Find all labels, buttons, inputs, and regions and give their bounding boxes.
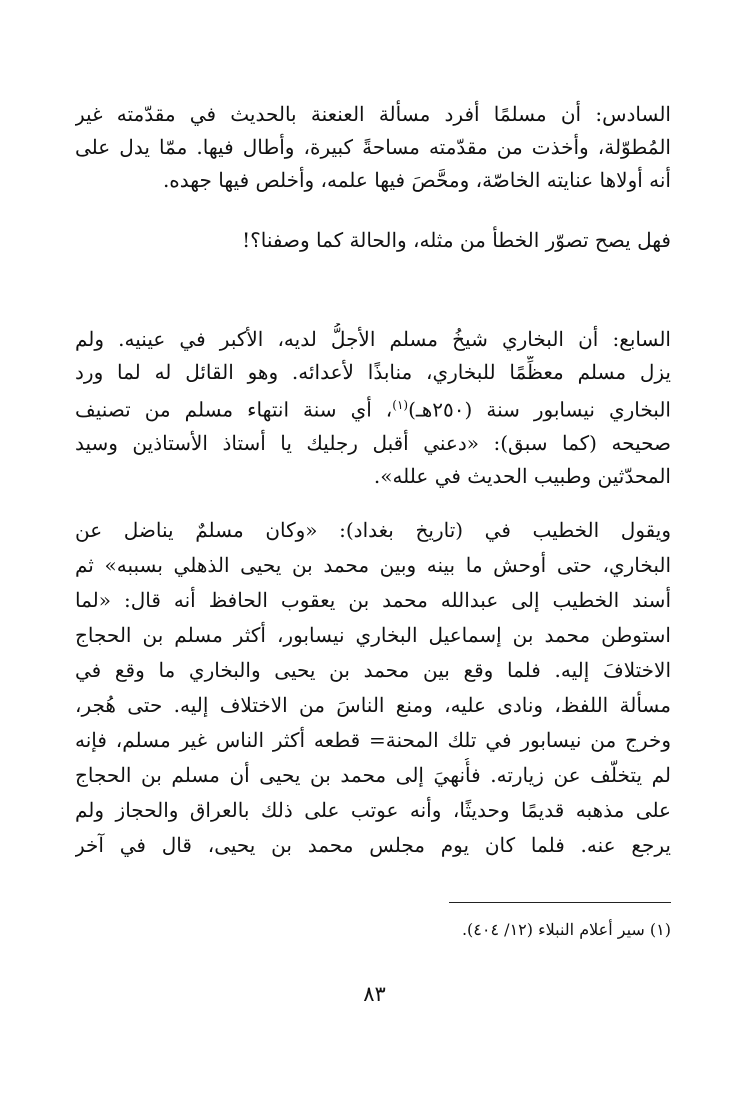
paragraph-line: أسند الخطيب إلى عبدالله محمد بن يعقوب الحافظ أنه قال: «لما — [75, 588, 671, 612]
page-number: ٨٣ — [363, 982, 386, 1006]
paragraph-line-with-footnote — [75, 389, 671, 427]
paragraph-line: وخرج من نيسابور في تلك المحنة= قطعه أكثر الناس غير مسلم، فإنه — [75, 728, 671, 752]
paragraph-line: ويقول الخطيب في (تاريخ بغداد): «وكان مسلمٌ يناضل عن — [75, 518, 671, 542]
paragraph-line: المُطوّلة، وأخذت من مقدّمته مساحةً كبيرة، وأطال فيها. ممّا يدل على — [75, 135, 671, 159]
paragraph-line: مسألة اللفظ، ونادى عليه، ومنع الناسَ من الاختلاف إليه. حتى هُجر، — [75, 693, 671, 717]
footnote — [75, 917, 671, 943]
paragraph-line: السادس: أن مسلمًا أفرد مسألة العنعنة بالحديث في مقدّمته غير — [75, 102, 671, 126]
paragraph-line: السابع: أن البخاري شيخُ مسلم الأجلُّ لديه، الأكبر في عينيه. ولم — [75, 327, 671, 351]
paragraph-line: يرجع عنه. فلما كان يوم مجلس محمد بن يحيى، قال في آخر — [75, 833, 671, 857]
paragraph-khatib — [75, 513, 671, 863]
paragraph-question — [75, 224, 671, 257]
paragraph-line: الاختلافَ إليه. فلما وقع بين محمد بن يحيى والبخاري ما وقع في — [75, 658, 671, 682]
paragraph-line: المحدّثين وطبيب الحديث في علله». — [373, 463, 671, 488]
paragraph-line: استوطن محمد بن إسماعيل البخاري نيسابور، أكثر مسلم بن الحجاج — [75, 623, 671, 647]
paragraph-line-part: البخاري نيسابور سنة (٢٥٠هـ) — [408, 397, 671, 422]
paragraph-line-part: ، أي سنة انتهاء مسلم من تصنيف — [75, 397, 393, 422]
paragraph-line: البخاري، حتى أوحش ما بينه وبين محمد بن يحيى الذهلي بسببه» ثم — [75, 553, 671, 577]
paragraph-line: أنه أولاها عنايته الخاصّة، ومحَّصَ فيها علمه، وأخلص فيها جهده. — [162, 168, 671, 192]
paragraph-line: صحيحه (كما سبق): «دعني أقبل رجليك يا أستاذ الأستاذين وسيد — [75, 430, 671, 455]
paragraph-line: يزل مسلم معظِّمًا للبخاري، منابذًا لأعدائه. وهو القائل له لما ورد — [75, 360, 671, 384]
footnote-reference[interactable]: (١) — [392, 398, 409, 412]
paragraph-line: على مذهبه قديمًا وحديثًا، وأنه عوتب على ذلك بالعراق والحجاز ولم — [75, 798, 671, 822]
footnote-divider — [449, 902, 671, 903]
footnote-marker: (١) — [649, 920, 671, 939]
paragraph-seventh — [75, 323, 671, 493]
paragraph-sixth — [75, 98, 671, 197]
paragraph-line: فهل يصح تصوّر الخطأ من مثله، والحالة كما وصفنا؟! — [242, 228, 671, 252]
footnote-text: سير أعلام النبلاء (١٢/ ٤٠٤). — [461, 920, 645, 939]
paragraph-line: لم يتخلّف عن زيارته. فأُنهيَ إلى محمد بن يحيى أن مسلم بن الحجاج — [75, 763, 671, 787]
